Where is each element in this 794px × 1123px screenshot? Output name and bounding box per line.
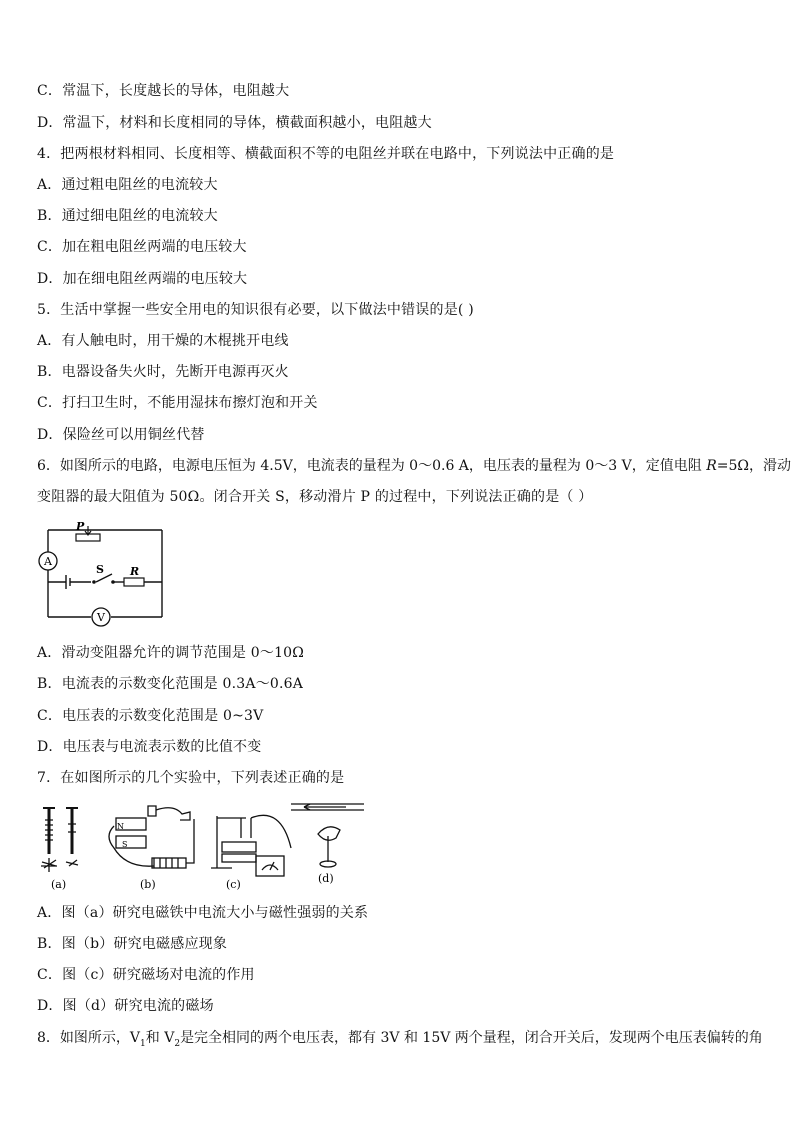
q5-option-d: D．保险丝可以用铜丝代替 — [37, 427, 205, 443]
figure-b-label: (b) — [140, 878, 156, 891]
figure-c-label: (c) — [226, 878, 241, 891]
q3-option-c: C．常温下，长度越长的导体，电阻越大 — [37, 83, 290, 99]
q4-option-a: A．通过粗电阻丝的电流较大 — [37, 177, 218, 193]
figure-d-apparatus — [291, 804, 364, 867]
q4-option-c: C．加在粗电阻丝两端的电压较大 — [37, 239, 247, 255]
figure-b-n-label: N — [117, 822, 124, 831]
q6-option-a: A．滑动变阻器允许的调节范围是 0～10Ω — [37, 645, 305, 661]
q8-stem: 8．如图所示，$V_1$和 $V_2$是完全相同的两个电压表，都有 3V 和 15V 两个量程，闭合开关后，发现两个电压表偏转的角 — [37, 1030, 763, 1049]
q7-option-c: C．图（c）研究磁场对电流的作用 — [37, 967, 255, 983]
q5-option-b: B．电器设备失火时，先断开电源再灭火 — [37, 364, 289, 380]
slider-label: P — [76, 522, 85, 533]
figure-d-label: (d) — [318, 872, 334, 885]
figure-a-electromagnets — [41, 808, 78, 872]
q6-option-b: B．电流表的示数变化范围是 0.3A～0.6A — [37, 676, 304, 692]
q7-experiments-figure — [36, 796, 366, 894]
voltmeter-label: V — [97, 611, 105, 624]
q7-option-a: A．图（a）研究电磁铁中电流大小与磁性强弱的关系 — [37, 905, 369, 921]
resistor-label: R — [130, 565, 140, 578]
resistor-symbol — [124, 578, 144, 586]
q7-option-d: D．图（d）研究电流的磁场 — [37, 998, 214, 1014]
q7-stem: 7．在如图所示的几个实验中，下列表述正确的是 — [37, 770, 345, 786]
switch-label: S — [96, 563, 104, 576]
figure-b-apparatus — [109, 806, 194, 868]
figure-b-s-label: S — [122, 840, 128, 849]
q3-option-d: D．常温下，材料和长度相同的导体，横截面积越小，电阻越大 — [37, 115, 432, 131]
q6-circuit-diagram — [36, 522, 166, 630]
q6-option-d: D．电压表与电流表示数的比值不变 — [37, 739, 262, 755]
q6-option-c: C．电压表的示数变化范围是 0~3V — [37, 708, 264, 724]
figure-a-label: (a) — [51, 878, 67, 891]
q4-option-b: B．通过细电阻丝的电流较大 — [37, 208, 218, 224]
figure-c-apparatus — [211, 815, 291, 876]
q5-stem: 5．生活中掌握一些安全用电的知识很有必要，以下做法中错误的是( ) — [37, 302, 474, 318]
q5-option-c: C．打扫卫生时，不能用湿抹布擦灯泡和开关 — [37, 395, 318, 411]
ammeter-label: A — [44, 555, 52, 568]
q5-option-a: A．有人触电时，用干燥的木棍挑开电线 — [37, 333, 289, 349]
q4-stem: 4．把两根材料相同、长度相等、横截面积不等的电阻丝并联在电路中，下列说法中正确的是 — [37, 146, 615, 162]
q6-stem-line1: 6．如图所示的电路，电源电压恒为 4.5V，电流表的量程为 0～0.6 A，电压表的量程为 0～3 V，定值电阻 R=5Ω，滑动 — [37, 458, 791, 474]
q6-stem-line2: 变阻器的最大阻值为 50Ω。闭合开关 S，移动滑片 P 的过程中，下列说法正确的是（ ） — [37, 489, 593, 505]
q7-option-b: B．图（b）研究电磁感应现象 — [37, 936, 228, 952]
q4-option-d: D．加在细电阻丝两端的电压较大 — [37, 271, 248, 287]
